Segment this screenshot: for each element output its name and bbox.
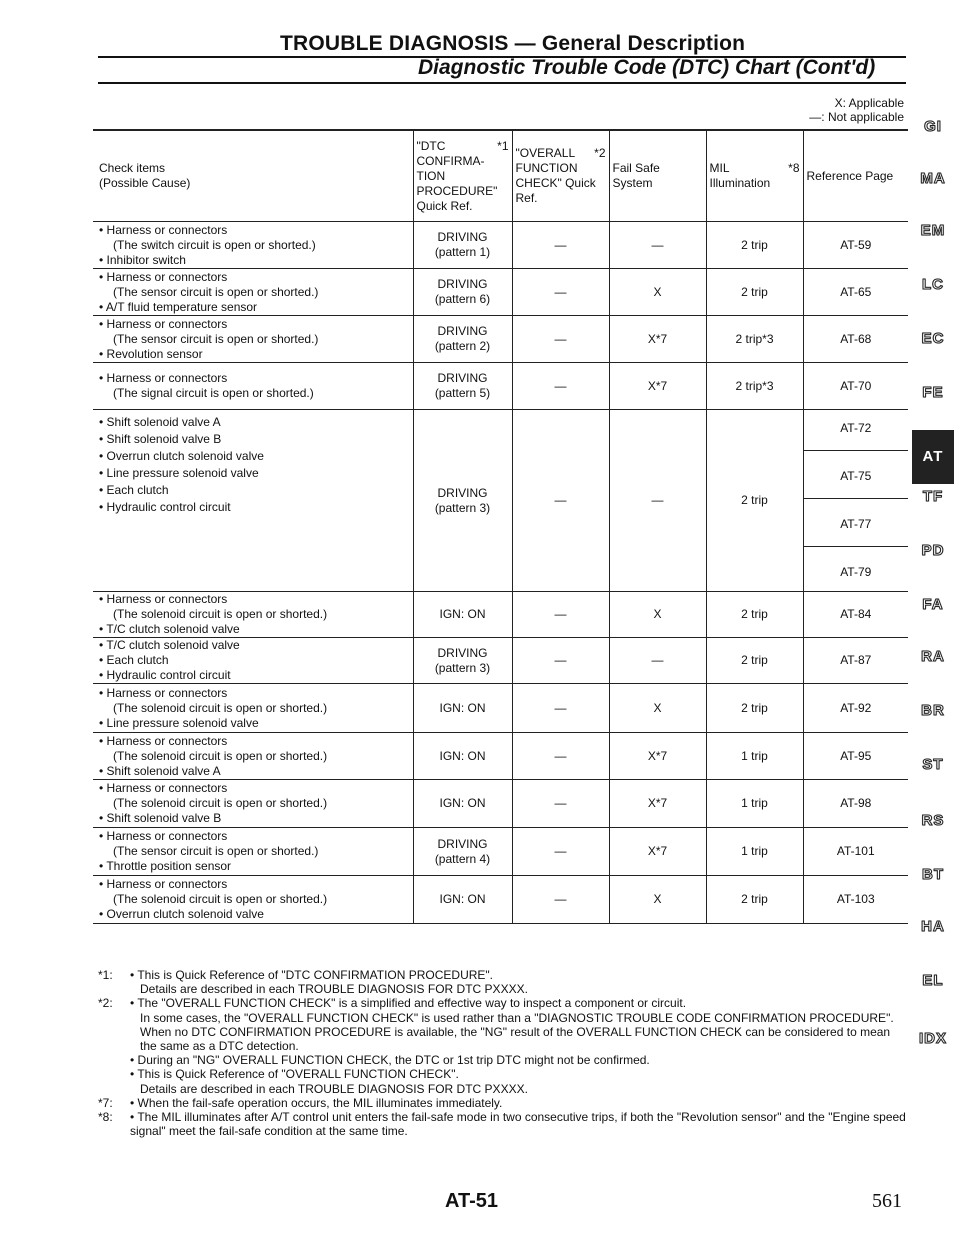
- mil-cell: [706, 316, 803, 363]
- check-item: • Harness or connectors: [99, 222, 228, 237]
- side-tab-ha[interactable]: HA: [921, 918, 945, 935]
- table-row: [93, 733, 908, 780]
- header-overall-function: [512, 130, 609, 222]
- check-item: (The solenoid circuit is open or shorted.): [113, 748, 328, 763]
- check-items-cell: [93, 684, 413, 733]
- mil-value: 1 trip: [741, 796, 768, 810]
- check-item: • Hydraulic control circuit: [99, 500, 231, 514]
- table-row: [93, 316, 908, 363]
- mil-cell: [706, 222, 803, 269]
- fail-safe-value: —: [651, 493, 664, 507]
- overall-function-value: —: [554, 284, 567, 299]
- reference-page-cell: [803, 222, 908, 269]
- check-item: • Each clutch: [99, 483, 169, 497]
- reference-page-cell: [803, 733, 908, 780]
- fail-safe-value: X*7: [647, 748, 668, 763]
- side-tab-tf[interactable]: TF: [922, 488, 944, 505]
- footnote: [98, 1110, 908, 1138]
- check-items-cell: [93, 780, 413, 828]
- fail-safe-value: X*7: [647, 378, 668, 393]
- mil-value: 2 trip: [741, 653, 768, 667]
- dtc-procedure-value: IGN: ON: [439, 700, 486, 715]
- side-tab-pd[interactable]: PD: [921, 542, 945, 559]
- check-item: • T/C clutch solenoid valve: [99, 622, 240, 636]
- page-subtitle: Diagnostic Trouble Code (DTC) Chart (Cont'd): [418, 56, 876, 79]
- table-body: [93, 222, 908, 924]
- overall-function-value: —: [554, 844, 567, 858]
- fail-safe-cell: [609, 363, 706, 410]
- overall-function-cell: [512, 316, 609, 363]
- overall-function-value: —: [554, 796, 567, 810]
- dtc-procedure-value: DRIVING (pattern 1): [434, 230, 491, 259]
- overall-function-cell: [512, 733, 609, 780]
- page-number: 561: [872, 1190, 902, 1212]
- page-title: TROUBLE DIAGNOSIS — General Description: [280, 32, 746, 55]
- footnote: [98, 1096, 908, 1110]
- dtc-procedure-cell: [413, 828, 512, 876]
- overall-function-cell: [512, 363, 609, 410]
- check-item: • Harness or connectors: [99, 685, 228, 700]
- check-item: • Shift solenoid valve A: [99, 415, 221, 429]
- footnote-line: • The MIL illuminates after A/T control unit enters the fail-safe mode in two consecutive trips, if both the "Revolution sensor" and the "Engine speed signal" meet the fail-safe condition at the same time.: [130, 1110, 906, 1139]
- side-tab-at[interactable]: AT: [912, 430, 954, 484]
- fail-safe-value: X*7: [647, 844, 668, 858]
- fail-safe-cell: [609, 592, 706, 638]
- overall-function-cell: [512, 638, 609, 684]
- reference-divider: [804, 498, 909, 499]
- fail-safe-cell: [609, 222, 706, 269]
- dtc-procedure-cell: [413, 410, 512, 592]
- reference-page-link[interactable]: AT-98: [840, 796, 872, 810]
- footnote-marker: *8:: [98, 1110, 113, 1125]
- side-tab-ma[interactable]: MA: [920, 170, 946, 187]
- fail-safe-value: X: [653, 284, 662, 299]
- check-item: • Overrun clutch solenoid valve: [99, 907, 264, 921]
- check-item: • Shift solenoid valve A: [99, 763, 221, 778]
- check-item: • Each clutch: [99, 653, 169, 667]
- check-item: • Harness or connectors: [99, 781, 228, 795]
- reference-page-cell: [803, 592, 908, 638]
- mil-cell: [706, 410, 803, 592]
- header-check-items: [93, 130, 413, 222]
- check-item: (The switch circuit is open or shorted.): [113, 237, 316, 252]
- check-items-cell: [93, 363, 413, 410]
- fail-safe-value: X: [653, 700, 662, 715]
- fail-safe-cell: [609, 733, 706, 780]
- dtc-procedure-value: DRIVING (pattern 4): [434, 836, 491, 866]
- check-items-cell: [93, 316, 413, 363]
- dtc-procedure-value: DRIVING (pattern 2): [434, 324, 491, 353]
- mil-value: 2 trip: [741, 700, 768, 715]
- dtc-procedure-cell: [413, 876, 512, 924]
- side-tab-ec[interactable]: EC: [921, 330, 945, 347]
- dtc-procedure-value: IGN: ON: [439, 607, 486, 621]
- footnote-line: When no DTC CONFIRMATION PROCEDURE is available, the "NG" result of the OVERALL FUNCTION CHECK can be considered to mean the same as a DTC detection.: [140, 1024, 891, 1054]
- check-item: (The solenoid circuit is open or shorted.): [113, 700, 328, 715]
- reference-page-cell: [803, 363, 908, 410]
- header-reference-label: Reference Page: [806, 168, 894, 183]
- dtc-procedure-value: DRIVING (pattern 5): [434, 371, 491, 400]
- reference-page-cell: [803, 269, 908, 316]
- check-item: • A/T fluid temperature sensor: [99, 299, 258, 314]
- overall-function-cell: [512, 780, 609, 828]
- reference-page-cell: [803, 780, 908, 828]
- check-item: • Throttle position sensor: [99, 859, 232, 873]
- check-item: (The signal circuit is open or shorted.): [113, 386, 314, 400]
- side-tab-st[interactable]: ST: [922, 756, 944, 773]
- reference-page-link[interactable]: AT-65: [840, 284, 872, 299]
- footnote-line: Details are described in each TROUBLE DIAGNOSIS FOR DTC PXXXX.: [140, 982, 528, 997]
- side-tab-ra[interactable]: RA: [921, 648, 945, 665]
- mil-value: 2 trip*3: [735, 331, 774, 346]
- reference-page-link[interactable]: AT-87: [840, 653, 872, 667]
- check-item: • Harness or connectors: [99, 877, 228, 891]
- dtc-procedure-value: IGN: ON: [439, 796, 486, 810]
- table-row: [93, 363, 908, 410]
- side-tab-br[interactable]: BR: [921, 702, 945, 719]
- check-item: • Harness or connectors: [99, 269, 228, 284]
- check-item: (The solenoid circuit is open or shorted.): [113, 796, 328, 810]
- side-tab-fe[interactable]: FE: [922, 384, 944, 401]
- check-items-cell: [93, 410, 413, 592]
- reference-divider: [804, 450, 909, 451]
- fail-safe-value: X*7: [647, 796, 668, 810]
- reference-page-link[interactable]: AT-103: [836, 892, 875, 906]
- overall-function-cell: [512, 410, 609, 592]
- reference-page-cell: [803, 316, 908, 363]
- footnote-line: • The "OVERALL FUNCTION CHECK" is a simplified and effective way to inspect a component or circuit.: [130, 996, 687, 1011]
- dtc-procedure-cell: [413, 316, 512, 363]
- reference-page-link[interactable]: AT-92: [840, 700, 872, 715]
- mil-cell: [706, 876, 803, 924]
- overall-function-cell: [512, 592, 609, 638]
- header-overall-ref: *2: [594, 146, 606, 160]
- check-items-cell: [93, 876, 413, 924]
- table-header-row: [93, 130, 908, 222]
- overall-function-value: —: [554, 607, 567, 621]
- check-item: • T/C clutch solenoid valve: [99, 638, 240, 652]
- header-mil-ref: *8: [788, 161, 800, 175]
- header-reference-page: [803, 130, 908, 222]
- check-items-cell: [93, 592, 413, 638]
- check-item: • Overrun clutch solenoid valve: [99, 449, 264, 463]
- fail-safe-cell: [609, 316, 706, 363]
- fail-safe-cell: [609, 638, 706, 684]
- side-tab-el[interactable]: EL: [922, 972, 944, 989]
- mil-cell: [706, 592, 803, 638]
- overall-function-value: —: [554, 331, 567, 346]
- side-tab-rs[interactable]: RS: [921, 812, 945, 829]
- fail-safe-value: —: [651, 653, 664, 667]
- legend: [809, 96, 904, 124]
- mil-cell: [706, 733, 803, 780]
- footnote: [98, 996, 908, 1095]
- dtc-procedure-cell: [413, 269, 512, 316]
- header-dtc-confirmation: [413, 130, 512, 222]
- footnote-line: • This is Quick Reference of "OVERALL FUNCTION CHECK".: [130, 1067, 459, 1082]
- check-items-cell: [93, 638, 413, 684]
- mil-cell: [706, 828, 803, 876]
- overall-function-cell: [512, 828, 609, 876]
- side-tab-lc[interactable]: LC: [922, 276, 944, 293]
- check-items-cell: [93, 269, 413, 316]
- check-item: • Shift solenoid valve B: [99, 811, 222, 825]
- overall-function-cell: [512, 684, 609, 733]
- header-dtc-label: "DTC CONFIRMA- TION PROCEDURE" Quick Ref.: [416, 138, 498, 213]
- check-item: • Revolution sensor: [99, 346, 203, 361]
- mil-value: 2 trip: [741, 284, 768, 299]
- header-dtc-ref: *1: [497, 138, 509, 153]
- subtitle-rule: [98, 82, 906, 84]
- reference-page-link[interactable]: AT-95: [840, 748, 872, 763]
- mil-value: 2 trip: [741, 493, 768, 507]
- footnote-marker: *1:: [98, 968, 113, 982]
- overall-function-value: —: [554, 493, 567, 507]
- check-item: • Line pressure solenoid valve: [99, 466, 259, 480]
- reference-page-link[interactable]: AT-101: [836, 844, 875, 858]
- check-items-cell: [93, 733, 413, 780]
- side-tab-bt[interactable]: BT: [922, 866, 944, 883]
- table-row: [93, 638, 908, 684]
- mil-value: 2 trip*3: [735, 378, 774, 393]
- fail-safe-cell: [609, 876, 706, 924]
- fail-safe-value: X: [653, 607, 662, 621]
- header-mil: [706, 130, 803, 222]
- footnote-line: • This is Quick Reference of "DTC CONFIRMATION PROCEDURE".: [130, 968, 493, 982]
- dtc-procedure-cell: [413, 780, 512, 828]
- check-items-cell: [93, 222, 413, 269]
- fail-safe-cell: [609, 269, 706, 316]
- mil-value: 1 trip: [741, 748, 768, 763]
- reference-page-link[interactable]: AT-70: [840, 378, 872, 393]
- legend-applicable: X: Applicable: [834, 96, 904, 110]
- header-overall-label: "OVERALL FUNCTION CHECK" Quick Ref.: [515, 146, 596, 205]
- table-row: [93, 410, 908, 592]
- reference-page-link[interactable]: AT-84: [840, 607, 872, 621]
- fail-safe-cell: [609, 684, 706, 733]
- check-item: (The solenoid circuit is open or shorted.): [113, 607, 328, 621]
- overall-function-value: —: [554, 378, 567, 393]
- table-row: [93, 684, 908, 733]
- fail-safe-value: X: [653, 892, 662, 906]
- header-fail-safe-label: Fail Safe System: [612, 161, 660, 190]
- page-label: AT-51: [445, 1190, 498, 1212]
- overall-function-cell: [512, 269, 609, 316]
- overall-function-value: —: [554, 237, 567, 252]
- side-tab-em[interactable]: EM: [920, 222, 946, 239]
- fail-safe-value: X*7: [647, 331, 668, 346]
- check-item: • Line pressure solenoid valve: [99, 715, 259, 730]
- dtc-procedure-value: DRIVING (pattern 3): [434, 485, 491, 515]
- side-tab-idx[interactable]: IDX: [918, 1030, 947, 1047]
- mil-cell: [706, 684, 803, 733]
- mil-cell: [706, 363, 803, 410]
- table-row: [93, 876, 908, 924]
- reference-page-link[interactable]: AT-79: [840, 565, 872, 579]
- reference-page-cell: [803, 876, 908, 924]
- dtc-procedure-cell: [413, 363, 512, 410]
- reference-page-link[interactable]: AT-72: [840, 421, 872, 435]
- mil-cell: [706, 780, 803, 828]
- mil-value: 1 trip: [741, 844, 768, 858]
- footnote-marker: *7:: [98, 1095, 113, 1110]
- check-item: • Harness or connectors: [99, 316, 228, 331]
- overall-function-value: —: [554, 748, 567, 763]
- check-item: (The solenoid circuit is open or shorted.): [113, 892, 328, 906]
- reference-page-cell: [803, 828, 908, 876]
- header-mil-label: MIL Illumination: [709, 161, 771, 190]
- check-item: • Hydraulic control circuit: [99, 668, 231, 682]
- side-tab-gi[interactable]: GI: [924, 118, 942, 135]
- reference-page-link[interactable]: AT-75: [840, 469, 872, 483]
- table-row: [93, 780, 908, 828]
- reference-page-cell: [803, 638, 908, 684]
- side-tab-fa[interactable]: FA: [922, 596, 944, 613]
- header-fail-safe: [609, 130, 706, 222]
- check-items-cell: [93, 828, 413, 876]
- footnote-line: In some cases, the "OVERALL FUNCTION CHECK" is used rather than a "DIAGNOSTIC TROUBLE CODE CONFIRMATION PROCEDURE".: [140, 1010, 894, 1025]
- mil-cell: [706, 269, 803, 316]
- table-row: [93, 269, 908, 316]
- fail-safe-cell: [609, 410, 706, 592]
- table-row: [93, 222, 908, 269]
- check-item: (The sensor circuit is open or shorted.): [113, 844, 319, 858]
- reference-page-cell: [803, 410, 908, 592]
- footnote-line: • During an "NG" OVERALL FUNCTION CHECK, the DTC or 1st trip DTC might not be confirmed.: [130, 1053, 650, 1068]
- check-item: (The sensor circuit is open or shorted.): [113, 284, 319, 299]
- dtc-procedure-value: IGN: ON: [439, 892, 486, 906]
- check-item: • Harness or connectors: [99, 733, 228, 748]
- overall-function-value: —: [554, 653, 567, 667]
- reference-page-link[interactable]: AT-68: [840, 331, 872, 346]
- reference-divider: [804, 546, 909, 547]
- check-item: • Harness or connectors: [99, 829, 228, 843]
- footnote-line: • When the fail-safe operation occurs, the MIL illuminates immediately.: [130, 1095, 503, 1110]
- header-check-items-label: Check items: [99, 161, 166, 175]
- dtc-procedure-value: IGN: ON: [439, 748, 486, 763]
- check-item: • Harness or connectors: [99, 371, 228, 385]
- overall-function-value: —: [554, 892, 567, 906]
- check-item: • Shift solenoid valve B: [99, 432, 222, 446]
- mil-value: 2 trip: [741, 237, 768, 252]
- dtc-chart-table: [93, 129, 908, 924]
- mil-value: 2 trip: [741, 892, 768, 906]
- table-row: [93, 828, 908, 876]
- footnotes: [98, 968, 908, 1138]
- dtc-procedure-cell: [413, 592, 512, 638]
- dtc-procedure-value: DRIVING (pattern 3): [434, 645, 491, 675]
- overall-function-cell: [512, 876, 609, 924]
- check-item: (The sensor circuit is open or shorted.): [113, 331, 319, 346]
- footnote: [98, 968, 908, 996]
- dtc-procedure-cell: [413, 684, 512, 733]
- overall-function-cell: [512, 222, 609, 269]
- overall-function-value: —: [554, 700, 567, 715]
- footnote-marker: *2:: [98, 996, 113, 1011]
- reference-page-link[interactable]: AT-59: [840, 237, 872, 252]
- check-item: • Harness or connectors: [99, 592, 228, 606]
- table-row: [93, 592, 908, 638]
- fail-safe-cell: [609, 828, 706, 876]
- reference-page-cell: [803, 684, 908, 733]
- dtc-procedure-value: DRIVING (pattern 6): [434, 277, 491, 306]
- dtc-procedure-cell: [413, 222, 512, 269]
- dtc-procedure-cell: [413, 733, 512, 780]
- header-possible-cause-label: (Possible Cause): [99, 176, 191, 190]
- fail-safe-cell: [609, 780, 706, 828]
- check-item: • Inhibitor switch: [99, 252, 186, 267]
- footnote-line: Details are described in each TROUBLE DIAGNOSIS FOR DTC PXXXX.: [140, 1081, 528, 1096]
- legend-not-applicable: —: Not applicable: [809, 110, 904, 124]
- fail-safe-value: —: [651, 237, 664, 252]
- reference-page-link[interactable]: AT-77: [840, 517, 872, 531]
- dtc-procedure-cell: [413, 638, 512, 684]
- mil-value: 2 trip: [741, 607, 768, 621]
- mil-cell: [706, 638, 803, 684]
